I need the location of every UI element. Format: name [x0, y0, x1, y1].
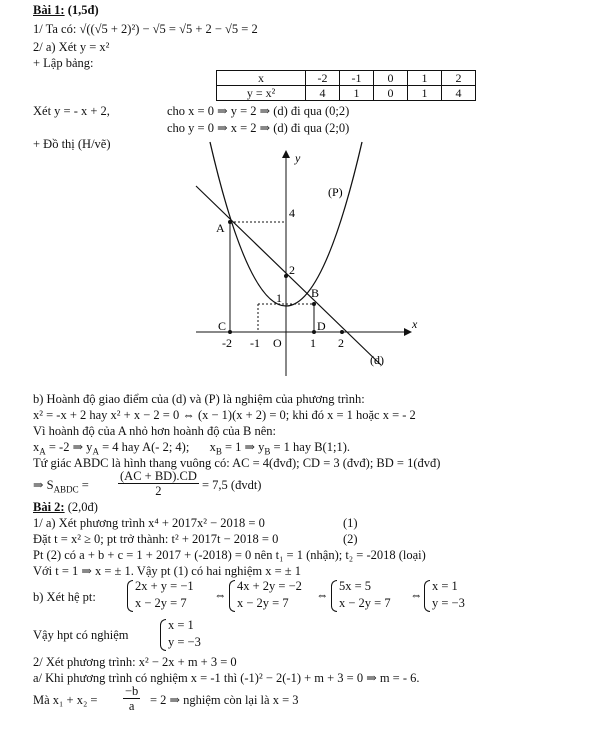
table-cell: 0 [374, 71, 408, 86]
vieta-prefix: Mà x₁ + x₂ = [33, 693, 98, 707]
yb-sub: B [264, 446, 271, 457]
solution-label: Vậy hpt có nghiệm [33, 628, 129, 642]
area-numerator: (AC + BD).CD [120, 469, 197, 483]
bai1-line2: 2/ a) Xét y = x² [33, 40, 110, 54]
bai2-title: Bài 2: [33, 500, 65, 514]
area-denominator: 2 [155, 484, 162, 498]
area-formula [33, 478, 89, 498]
vieta-fraction [123, 684, 140, 713]
bai1-line3: + Lập bảng: [33, 56, 94, 70]
system2-eq1: 4x + 2y = −2 [237, 579, 302, 593]
label-o: O [273, 336, 282, 350]
solution-y: y = −3 [168, 635, 201, 649]
system2-brace [229, 580, 235, 612]
point-a-text: = 4 hay A(- 2; 4); [98, 440, 190, 454]
part-b-line3: Vì hoành độ của A nhỏ hơn hoành độ của B nên: [33, 424, 277, 438]
vieta-denominator: a [128, 699, 135, 713]
label-d-point: D [317, 319, 326, 333]
hpt-label: b) Xét hệ pt: [33, 590, 96, 604]
table-cell: -2 [306, 71, 340, 86]
table-cell: 1 [408, 71, 442, 86]
part-b-line2: x² = -x + 2 hay x² + x − 2 = 0 ⇔ (x − 1)(x + 2) = 0; khi đó x = 1 hoặc x = - 2 [33, 408, 416, 422]
system2-eq2: x − 2y = 7 [237, 596, 289, 610]
xb-symbol: x [209, 440, 216, 454]
axis-y-label: y [295, 151, 301, 165]
tick-x-minus2: -2 [222, 336, 232, 350]
table-cell: 4 [306, 86, 340, 101]
bai2-tag2: (2) [343, 532, 358, 546]
table-cell: 4 [442, 86, 476, 101]
tick-x-minus1: -1 [250, 336, 260, 350]
part-b-line5: Tứ giác ABDC là hình thang vuông có: AC = 4(đvđ); CD = 3 (đvđ); BD = 1(đvđ) [33, 456, 441, 470]
label-p: (P) [328, 185, 343, 199]
bai1-points: (1,5đ) [67, 3, 99, 17]
label-d: (d) [370, 353, 384, 367]
xet-line-b: cho y = 0 ⇒ x = 2 ⇒ (d) đi qua (2;0) [167, 121, 350, 135]
label-b: B [311, 286, 320, 300]
label-a: A [216, 221, 225, 235]
table-cell: 0 [374, 86, 408, 101]
system3-brace [331, 580, 337, 612]
system1-eq1: 2x + y = −1 [135, 579, 194, 593]
table-cell: y = x² [217, 86, 306, 101]
system4-brace [424, 580, 430, 612]
system3-eq2: x − 2y = 7 [339, 596, 391, 610]
bai2-tag1: (1) [343, 516, 358, 530]
tick-y-1: 1 [276, 291, 282, 305]
bai2-heading [33, 500, 98, 515]
area-fraction [118, 469, 199, 498]
system4-eq1: x = 1 [432, 579, 458, 593]
bai2-line1: 1/ a) Xét phương trình x⁴ + 2017x² − 2018 = 0 [33, 516, 265, 530]
ya-text: = -2 ⇒ y [45, 440, 93, 454]
bai2-line6: a/ Khi phương trình có nghiệm x = -1 thì (-1)² − 2(-1) + m + 3 = 0 ⇒ m = - 6. [33, 671, 420, 685]
tick-y-4: 4 [289, 206, 295, 220]
system4-eq2: y = −3 [432, 596, 465, 610]
area-sub: ABDC [53, 484, 79, 495]
yb-text: = 1 ⇒ y [221, 440, 265, 454]
table-cell: -1 [340, 71, 374, 86]
system1-eq2: x − 2y = 7 [135, 596, 187, 610]
point-0-2 [284, 274, 288, 278]
solution-x: x = 1 [168, 618, 194, 632]
equiv-2: ⇔ [316, 588, 329, 602]
xa-symbol: x [33, 440, 40, 454]
equiv-1: ⇔ [214, 588, 227, 602]
xet-line-a: cho x = 0 ⇒ y = 2 ⇒ (d) đi qua (0;2) [167, 104, 350, 118]
point-d [312, 330, 316, 334]
point-b-text: = 1 hay B(1;1). [270, 440, 350, 454]
table-cell: 1 [408, 86, 442, 101]
part-b-line1: b) Hoành độ giao điểm của (d) và (P) là nghiệm của phương trình: [33, 392, 365, 406]
equiv-3: ⇔ [410, 588, 423, 602]
table-cell: x [217, 71, 306, 86]
point-a [228, 220, 232, 224]
bai1-line1: 1/ Ta có: √((√5 + 2)²) − √5 = √5 + 2 − √5 = 2 [33, 22, 258, 36]
bai1-title: Bài 1: [33, 3, 65, 17]
tick-y-2: 2 [289, 263, 295, 277]
bai2-points: (2,0đ) [67, 500, 98, 514]
system3-eq1: 5x = 5 [339, 579, 372, 593]
system1-brace [127, 580, 133, 612]
bai2-line4: Với t = 1 ⇒ x = ± 1. Vậy pt (1) có hai nghiệm x = ± 1 [33, 564, 302, 578]
table-cell: 1 [340, 86, 374, 101]
point-c [228, 330, 232, 334]
table-cell: 2 [442, 71, 476, 86]
area-result: = 7,5 (đvdt) [202, 478, 262, 492]
tick-x-1: 1 [310, 336, 316, 350]
label-c: C [218, 319, 227, 333]
vieta-numerator: −b [125, 684, 139, 698]
bai2-line5: 2/ Xét phương trình: x² − 2x + m + 3 = 0 [33, 655, 237, 669]
tick-x-2: 2 [338, 336, 344, 350]
bai2-line3: Pt (2) có a + b + c = 1 + 2017 + (-2018) = 0 nên t₁ = 1 (nhận); t₂ = -2018 (loại) [33, 548, 426, 562]
xb-sub: B [215, 446, 222, 457]
axis-x-label: x [412, 317, 418, 331]
area-prefix: ⇒ S [33, 478, 54, 492]
solution-brace [160, 619, 166, 651]
point-2-0 [340, 330, 344, 334]
bai2-line2: Đặt t = x² ≥ 0; pt trở thành: t² + 2017t − 2018 = 0 [33, 532, 279, 546]
ya-sub: A [92, 446, 99, 457]
xa-sub: A [39, 446, 46, 457]
do-thi-label: + Đồ thị (H/vẽ) [33, 137, 111, 151]
point-b [312, 302, 316, 306]
vieta-result: = 2 ⇒ nghiệm còn lại là x = 3 [150, 693, 299, 707]
area-eq: = [78, 478, 89, 492]
xet-line-label: Xét y = - x + 2, [33, 104, 110, 118]
